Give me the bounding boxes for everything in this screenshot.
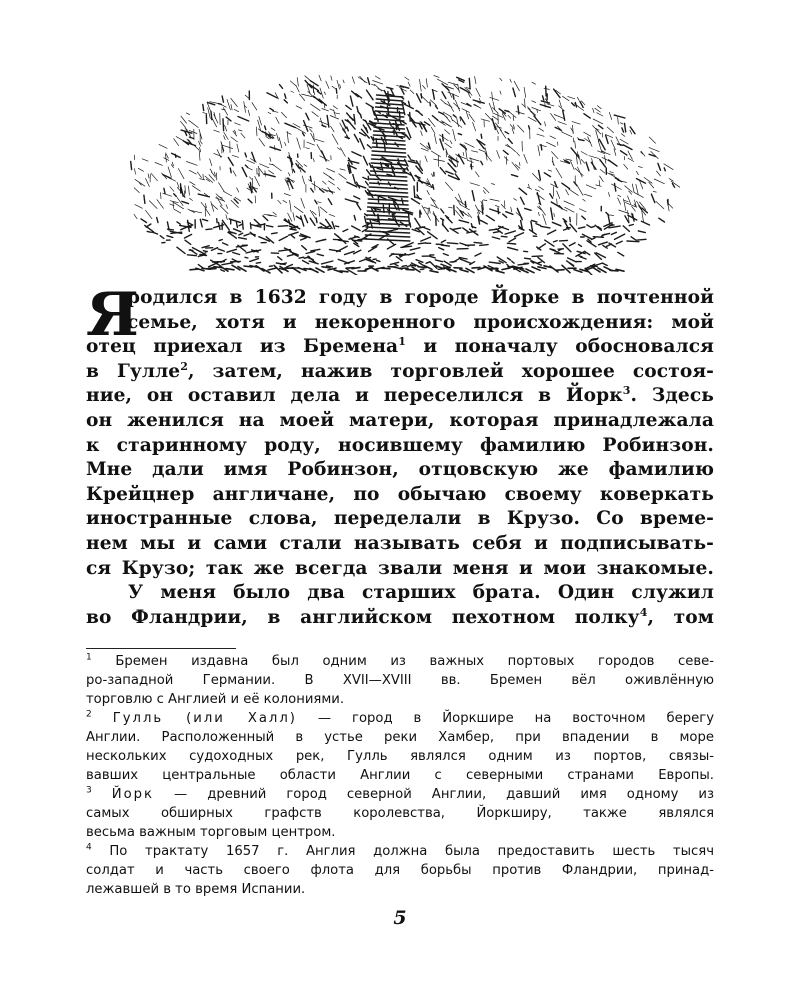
footnote-line: весьма важным торговым центром. (86, 825, 336, 840)
dropcap-letter: Я (86, 280, 140, 350)
text-line: он женился на моей матери, которая принадлежала (86, 409, 714, 431)
text-line: ся Крузо; так же всегда звали меня и мои знакомые. (86, 557, 714, 579)
footnote-line: вавших центральные области Англии с северными странами Европы. (86, 768, 714, 783)
footnote-line: $^3$ Йорк — древний город северной Англии, давший имя одному из (86, 785, 714, 802)
text-line: в Гулле$^2$, затем, нажив торговлей хорошее состоя- (86, 359, 714, 382)
footnote-line: Англии. Расположенный в устье реки Хамбер, при впадении в море (86, 730, 714, 745)
footnote-mark: 4 (639, 605, 648, 619)
footnotes (86, 652, 714, 899)
text-line: отец приехал из Бремена$^1$ и поначалу обосновался (86, 335, 714, 358)
text-line: ние, он оставил дела и переселился в Йорк$^3$. Здесь (86, 384, 714, 407)
footnote-line: нескольких судоходных рек, Гулль являлся одним из портов, связы- (86, 749, 714, 764)
footnote-line: $^1$ Бремен издавна был одним из важных портовых городов севе- (86, 652, 714, 669)
footnote-line: торговлю с Англией и её колониями. (86, 692, 345, 707)
footnote-line: $^2$ Гулль (или Халл) — город в Йоркшире на восточном берегу (86, 709, 714, 726)
footnote-line: солдат и часть своего флота для борьбы против Фландрии, принад- (86, 863, 714, 878)
footnote-line: лежавшей в то время Испании. (86, 882, 306, 897)
footnote-mark: 2 (180, 359, 189, 373)
text-line: У меня было два старших брата. Один служил (128, 582, 714, 604)
text-line: во Фландрии, в английском пехотном полку$^4$, том (86, 605, 714, 628)
text-line: Крейцнер англичане, по обычаю своему коверкать (86, 483, 714, 505)
engraving-illustration (120, 65, 680, 275)
text-line: нем мы и сами стали называть себя и подписывать- (86, 532, 714, 554)
body-text (86, 280, 714, 630)
footnote-mark: 3 (622, 384, 631, 398)
text-line: Мне дали имя Робинзон, отцовскую же фамилию (86, 459, 714, 481)
page-number: 5 (393, 907, 407, 929)
text-line: семье, хотя и некоренного происхождения: мой (127, 311, 714, 333)
text-line: иностранные слова, переделали в Крузо. Со време- (86, 508, 714, 530)
footnote-divider (86, 648, 236, 649)
text-line: к старинному роду, носившему фамилию Робинзон. (86, 434, 714, 456)
footnote-line: $^4$ По трактату 1657 г. Англия должна была предоставить шесть тысяч (86, 842, 714, 859)
footnote-line: самых обширных графств королевства, Йоркширу, также являлся (86, 806, 714, 821)
footnote-line: ро-западной Германии. В XVII—XVIII вв. Бремен вёл оживлённую (86, 673, 714, 688)
footnote-mark: 1 (398, 335, 406, 348)
text-line: родился в 1632 году в городе Йорке в почтенной (127, 287, 714, 308)
